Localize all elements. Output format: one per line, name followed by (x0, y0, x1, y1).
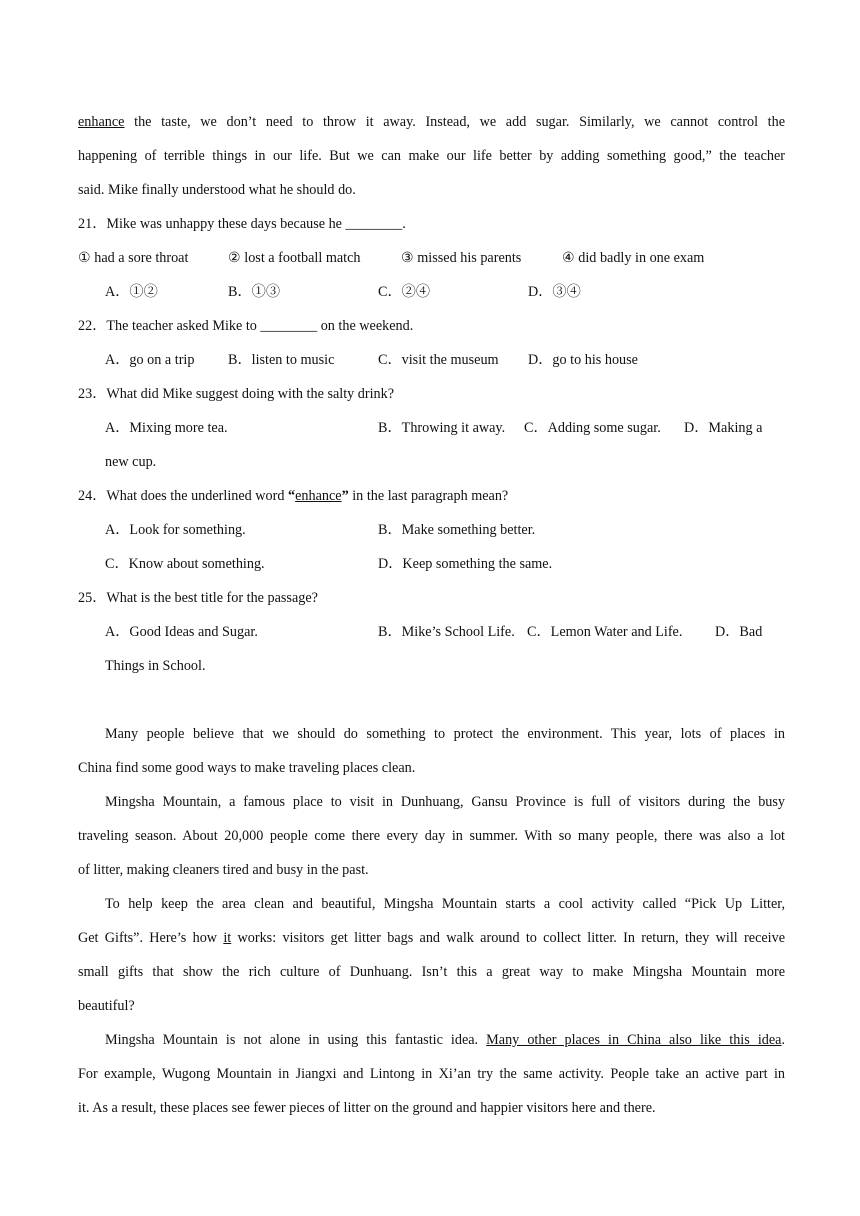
intro-line-2: happening of terrible things in our life. But we can make our life better by adding something good,” the teacher (78, 148, 785, 164)
option-d: D．③④ (528, 284, 581, 300)
question-25-option-wrap: Things in School. (105, 658, 206, 674)
item-2: ② lost a football match (228, 250, 361, 266)
section-gap (78, 683, 785, 717)
intro-line-1: enhance the taste, we don’t need to throw it away. Instead, we add sugar. Similarly, we cannot control the (78, 114, 785, 130)
option-b: B．Throwing it away. (378, 420, 506, 436)
option-b: B．listen to music (228, 352, 335, 368)
option-c: C．Know about something. (105, 556, 265, 572)
underlined-word-it: it (223, 930, 232, 946)
question-25-options (78, 615, 785, 649)
passage-p3-line-1: To help keep the area clean and beautiful, Mingsha Mountain starts a cool activity called “Pick Up Litter, (105, 896, 785, 912)
question-24-options-row-2 (78, 547, 785, 581)
passage-p1-line-2: China find some good ways to make traveling places clean. (78, 760, 416, 776)
option-b: B．①③ (228, 284, 281, 300)
passage-p3-line-4: beautiful? (78, 998, 135, 1014)
question-21-stem: 21．Mike was unhappy these days because he ________. (78, 216, 406, 232)
option-b: B．Mike’s School Life. (378, 624, 515, 640)
underlined-sentence: Many other places in China also like this idea (486, 1032, 782, 1048)
underlined-word-enhance: enhance (295, 488, 342, 504)
option-c: C．②④ (378, 284, 431, 300)
passage-p2-line-1: Mingsha Mountain, a famous place to visit in Dunhuang, Gansu Province is full of visitors during the busy (105, 794, 785, 810)
option-d: D．go to his house (528, 352, 638, 368)
item-3: ③ missed his parents (401, 250, 522, 266)
passage-p1-line-1: Many people believe that we should do something to protect the environment. This year, lots of places in (105, 726, 785, 742)
passage-p4-line-2: For example, Wugong Mountain in Jiangxi and Lintong in Xi’an try the same activity. People take an active part in (78, 1066, 785, 1082)
question-22-options (78, 343, 785, 377)
passage-p4-line-3: it. As a result, these places see fewer pieces of litter on the ground and happier visitors here and there. (78, 1100, 656, 1116)
question-25-stem: 25．What is the best title for the passage? (78, 590, 318, 606)
passage-p2-line-3: of litter, making cleaners tired and busy in the past. (78, 862, 369, 878)
question-21-items (78, 241, 785, 275)
option-a: A．Mixing more tea. (105, 420, 228, 436)
option-c: C．Lemon Water and Life. (527, 624, 683, 640)
question-24-stem: 24．What does the underlined word “enhance” in the last paragraph mean? (78, 488, 509, 504)
option-c: C．visit the museum (378, 352, 499, 368)
option-a: A．Good Ideas and Sugar. (105, 624, 258, 640)
option-b: B．Make something better. (378, 522, 536, 538)
option-a: A．①② (105, 284, 158, 300)
passage-p2-line-2: traveling season. About 20,000 people come there every day in summer. With so many people, there was also a lot (78, 828, 785, 844)
item-4: ④ did badly in one exam (562, 250, 705, 266)
option-c: C．Adding some sugar. (524, 420, 661, 436)
question-22-stem: 22．The teacher asked Mike to ________ on the weekend. (78, 318, 414, 334)
question-23-stem: 23．What did Mike suggest doing with the salty drink? (78, 386, 395, 402)
document-page (78, 105, 785, 1125)
option-d: D．Bad (715, 624, 763, 640)
item-1: ① had a sore throat (78, 250, 189, 266)
question-21-options (78, 275, 785, 309)
underlined-word-enhance: enhance (78, 114, 125, 130)
option-d: D．Making a (684, 420, 763, 436)
option-a: A．Look for something. (105, 522, 246, 538)
passage-p3-line-3: small gifts that show the rich culture of Dunhuang. Isn’t this a great way to make Mingsha Mountain more (78, 964, 785, 980)
passage-p4-line-1: Mingsha Mountain is not alone in using this fantastic idea. Many other places in China also like this idea. (105, 1032, 786, 1048)
question-23-options (78, 411, 785, 445)
passage-p3-line-2: Get Gifts”. Here’s how it works: visitors get litter bags and walk around to collect litter. In return, they will receive (78, 930, 785, 946)
option-a: A．go on a trip (105, 352, 195, 368)
question-23-option-wrap: new cup. (105, 454, 157, 470)
intro-line-3: said. Mike finally understood what he should do. (78, 182, 356, 198)
question-24-options-row-1 (78, 513, 785, 547)
option-d: D．Keep something the same. (378, 556, 553, 572)
